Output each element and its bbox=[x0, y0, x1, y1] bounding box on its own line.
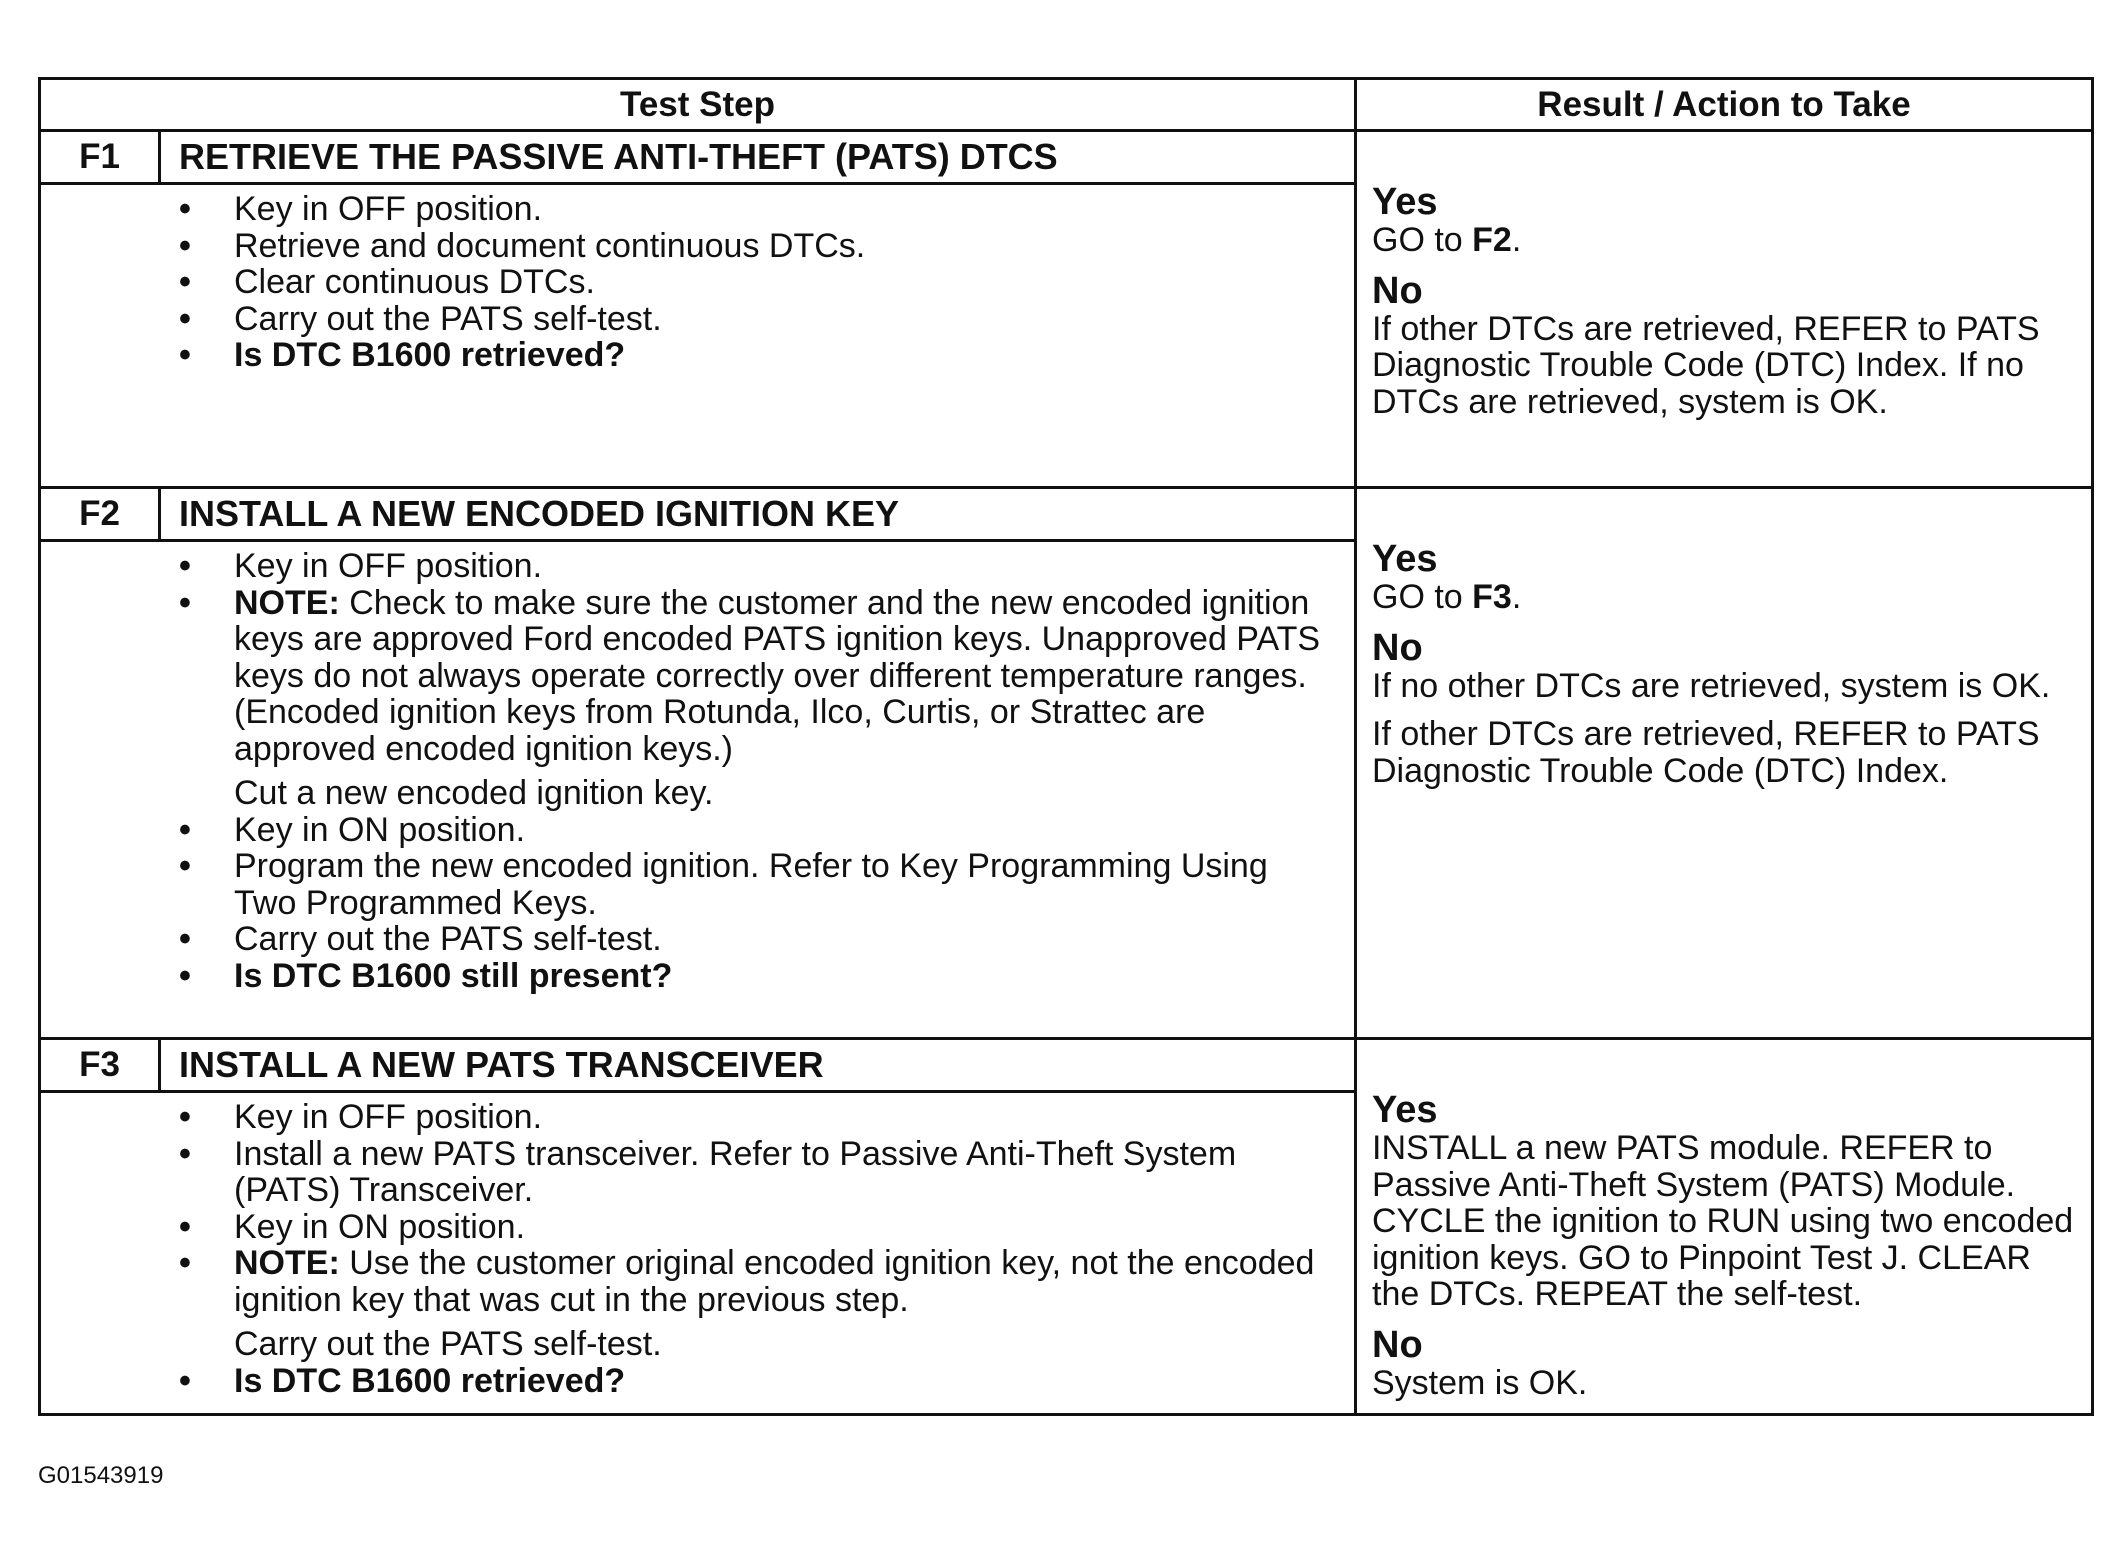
no-label: No bbox=[1372, 626, 1423, 669]
list-item: • Key in OFF position. bbox=[41, 1099, 1334, 1136]
list-item-continuation: Cut a new encoded ignition key. bbox=[234, 774, 714, 812]
instruction-list bbox=[41, 191, 1334, 374]
result-yes-block bbox=[1372, 182, 2083, 259]
result-no-block bbox=[1372, 271, 2083, 421]
result-yes-block bbox=[1372, 1090, 2083, 1313]
result-action-header: Result / Action to Take bbox=[1356, 79, 2093, 131]
diagnostic-table bbox=[38, 77, 2094, 1416]
step-f3-title-row bbox=[40, 1039, 2093, 1092]
yes-label: Yes bbox=[1372, 181, 1438, 223]
step-id: F1 bbox=[40, 131, 160, 184]
note-text: Check to make sure the customer and the new encoded ignition keys are approved Ford encoded PATS ignition keys. Unapproved PATS keys do not always operate correctly over different temperature ranges. (Encoded ignition keys from Rotunda, Ilco, Curtis, or Strattec are approved encoded ignition keys.) bbox=[234, 583, 1321, 768]
yes-label: Yes bbox=[1372, 1089, 1438, 1131]
test-step-header: Test Step bbox=[40, 79, 1356, 131]
list-item-question: • Is DTC B1600 retrieved? bbox=[41, 1363, 1334, 1400]
no-label: No bbox=[1372, 269, 1423, 312]
note-text: Use the customer original encoded ignition key, not the encoded ignition key that was cut in the previous step. bbox=[234, 1244, 1315, 1319]
step-f2-instructions bbox=[40, 541, 1356, 1039]
list-item: • Key in ON position. bbox=[41, 1209, 1334, 1246]
list-item: • Carry out the PATS self-test. bbox=[41, 921, 1334, 958]
step-f1-title-row bbox=[40, 131, 2093, 184]
yes-suffix: . bbox=[1511, 578, 1522, 616]
no-label: No bbox=[1372, 1323, 1423, 1366]
yes-suffix: . bbox=[1511, 221, 1522, 259]
figure-id-caption: G01543919 bbox=[38, 1462, 164, 1489]
no-text: System is OK. bbox=[1372, 1363, 1588, 1402]
step-title: INSTALL A NEW ENCODED IGNITION KEY bbox=[160, 488, 1356, 541]
note-label: NOTE: bbox=[234, 583, 340, 622]
list-item: • Retrieve and document continuous DTCs. bbox=[41, 228, 1334, 265]
list-item-continuation: Carry out the PATS self-test. bbox=[234, 1325, 662, 1363]
step-f1-result bbox=[1356, 131, 2093, 488]
yes-target: F2 bbox=[1472, 221, 1512, 259]
list-item-note bbox=[41, 1245, 1334, 1318]
list-item-note bbox=[41, 585, 1334, 768]
step-title: INSTALL A NEW PATS TRANSCEIVER bbox=[160, 1039, 1356, 1092]
list-item: • Key in ON position. bbox=[41, 812, 1334, 849]
yes-target: F3 bbox=[1472, 578, 1512, 616]
table-header-row bbox=[40, 79, 2093, 131]
no-text: If other DTCs are retrieved, REFER to PATS Diagnostic Trouble Code (DTC) Index. If no DTCs are retrieved, system is OK. bbox=[1372, 309, 2040, 421]
result-no-block bbox=[1372, 628, 2083, 790]
step-f2-result bbox=[1356, 488, 2093, 1039]
no-text-2: If other DTCs are retrieved, REFER to PATS Diagnostic Trouble Code (DTC) Index. bbox=[1372, 715, 2040, 790]
yes-prefix: GO to bbox=[1372, 578, 1473, 616]
yes-text: INSTALL a new PATS module. REFER to Passive Anti-Theft System (PATS) Module. CYCLE the ignition to RUN using two encoded ignition keys. GO to Pinpoint Test J. CLEAR the DTCs. REPEAT the self-test. bbox=[1372, 1129, 2074, 1313]
list-item-question: • Is DTC B1600 still present? bbox=[41, 958, 1334, 995]
list-item: • Program the new encoded ignition. Refer to Key Programming Using Two Programmed Keys. bbox=[41, 848, 1334, 921]
instruction-list bbox=[41, 548, 1334, 994]
list-item: • Clear continuous DTCs. bbox=[41, 264, 1334, 301]
step-id: F2 bbox=[40, 488, 160, 541]
no-text: If no other DTCs are retrieved, system is OK. bbox=[1372, 666, 2051, 705]
step-title: RETRIEVE THE PASSIVE ANTI-THEFT (PATS) DTCS bbox=[160, 131, 1356, 184]
list-item: • Key in OFF position. bbox=[41, 191, 1334, 228]
result-no-block bbox=[1372, 1325, 2083, 1402]
result-yes-block bbox=[1372, 539, 2083, 616]
instruction-list bbox=[41, 1099, 1334, 1399]
step-f3-result bbox=[1356, 1039, 2093, 1415]
step-f3-instructions bbox=[40, 1092, 1356, 1415]
note-label: NOTE: bbox=[234, 1244, 340, 1282]
yes-label: Yes bbox=[1372, 538, 1438, 580]
list-item: • Carry out the PATS self-test. bbox=[41, 301, 1334, 338]
step-f1-instructions bbox=[40, 184, 1356, 488]
yes-prefix: GO to bbox=[1372, 221, 1473, 259]
list-item: • Install a new PATS transceiver. Refer to Passive Anti-Theft System (PATS) Transceiver. bbox=[41, 1136, 1334, 1209]
list-item-question: • Is DTC B1600 retrieved? bbox=[41, 337, 1334, 374]
list-item: • Key in OFF position. bbox=[41, 548, 1334, 585]
step-id: F3 bbox=[40, 1039, 160, 1092]
step-f2-title-row bbox=[40, 488, 2093, 541]
